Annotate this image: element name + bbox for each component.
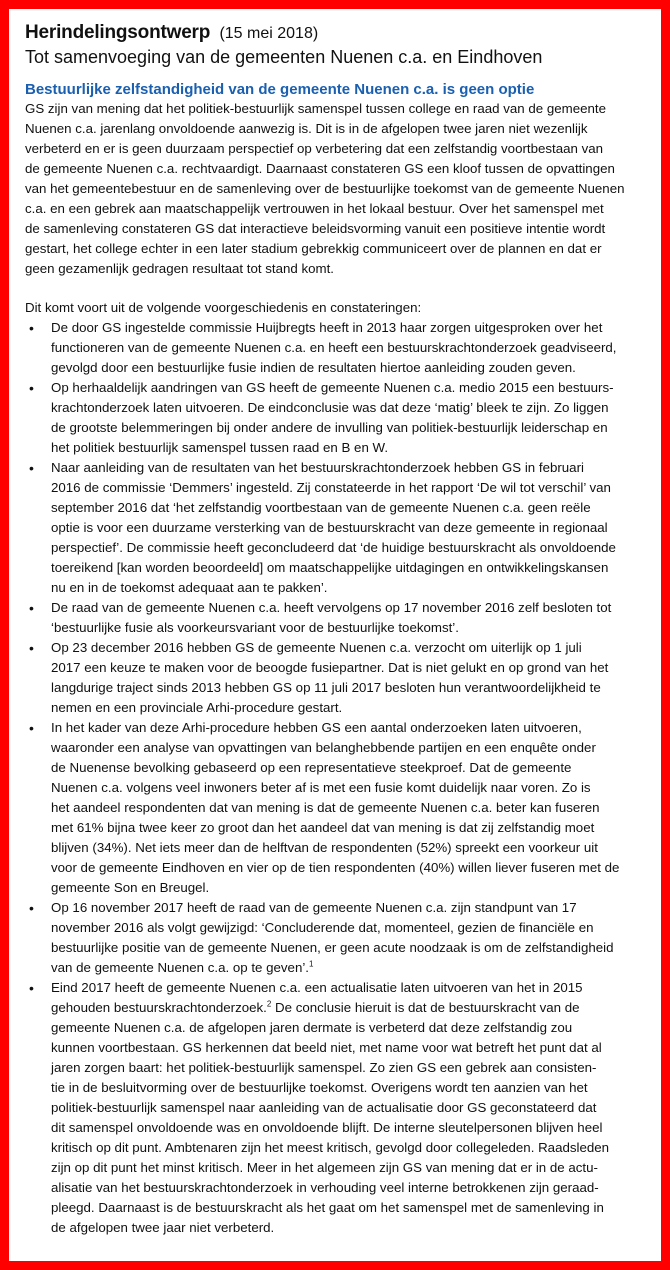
bullet-line: gemeente Son en Breugel. [51,880,210,895]
intro-line: van het gemeentebestuur en de samenleving over de bestuurlijke toekomst van de gemeente Nuenen [25,181,625,196]
bullet-line: gevolgd door een bestuurlijke fusie indien de resultaten hiertoe aanleiding zouden geven. [51,360,576,375]
bullet-line: zijn op dit punt het minst kritisch. Meer in het algemeen zijn GS van mening dat er in de actu- [51,1160,598,1175]
bullet-line: de grootste belemmeringen bij onder andere de invulling van politiek-bestuurlijk leiderschap en [51,420,608,435]
intro-line: verbeterd en er is geen duurzaam perspectief op verbetering dat een zelfstandig voortbestaan van [25,141,604,156]
bullet-icon: • [29,980,34,996]
document-subtitle: Tot samenvoeging van de gemeenten Nuenen c.a. en Eindhoven [25,47,543,67]
bullet-line: krachtonderzoek laten uitvoeren. De eindconclusie was dat deze ‘matig’ bleek te zijn. Zo liggen [51,400,609,415]
bullet-line: het aandeel respondenten dat van mening is dat de gemeente Nuenen c.a. beter kan fuseren [51,800,600,815]
bullet-icon: • [29,640,34,656]
bullet-item [25,318,645,378]
bullet-line: dit samenspel onvoldoende was en onvoldoende blijft. De interne sleutelpersonen blijven heel [51,1120,603,1135]
bullet-line: gehouden bestuurskrachtonderzoek.$^2$ De conclusie hieruit is dat de bestuurskracht van de [51,999,580,1015]
bullet-line: jaren zorgen baart: het politiek-bestuurlijk samenspel. Zo zien GS een gebrek aan consisten- [51,1060,597,1075]
footnote-marker: 2 [266,999,272,1009]
intro-line: geen gezamenlijk gedragen resultaat tot stand komt. [25,261,334,276]
bullet-line: september 2016 dat ‘het zelfstandig voortbestaan van de gemeente Nuenen c.a. geen reële [51,500,591,515]
bullet-line: kritisch op dit punt. Ambtenaren zijn het meest kritisch, gevolgd door collegeleden. Raadsleden [51,1140,610,1155]
bullet-line: Eind 2017 heeft de gemeente Nuenen c.a. een actualisatie laten uitvoeren van het in 2015 [51,980,583,995]
bullet-item [25,378,645,458]
bullet-line: van de gemeente Nuenen c.a. op te geven’.$^1$ [51,959,314,975]
section-title: Bestuurlijke zelfstandigheid van de gemeente Nuenen c.a. is geen optie [25,81,535,98]
bullet-icon: • [29,380,34,396]
intro-line: de samenleving constateren GS dat interactieve beleidsvorming vanuit een positieve intentie wordt [25,221,606,236]
bullet-line: In het kader van deze Arhi-procedure hebben GS een aantal onderzoeken laten uitvoeren, [51,720,582,735]
bullet-line: 2016 de commissie ‘Demmers’ ingesteld. Zij constateerde in het rapport ‘De wil tot verschil’ van [51,480,611,495]
bullet-line: tie in de besluitvorming over de bestuurlijke toekomst. Overigens wordt ten aanzien van het [51,1080,588,1095]
bullet-line: Naar aanleiding van de resultaten van het bestuurskrachtonderzoek hebben GS in februari [51,460,584,475]
document-header [25,21,645,45]
bullet-line: functioneren van de gemeente Nuenen c.a. en heeft een bestuurskrachtonderzoek geadviseerd, [51,340,617,355]
bullet-icon: • [29,460,34,476]
lead-in-text: Dit komt voort uit de volgende voorgeschiedenis en constateringen: [25,300,422,315]
bullet-line: nu en in de toekomst adequaat aan te pakken’. [51,580,328,595]
intro-line: gestart, het college echter in een later stadium gebrekkig communiceert over de plannen en dat er [25,241,602,256]
bullet-icon: • [29,320,34,336]
intro-line: de gemeente Nuenen c.a. rechtvaardigt. Daarnaast constateren GS een kloof tussen de opvattingen [25,161,615,176]
bullet-line: De door GS ingestelde commissie Huijbregts heeft in 2013 haar zorgen uitgesproken over het [51,320,603,335]
bullet-line: Op 23 december 2016 hebben GS de gemeente Nuenen c.a. verzocht om uiterlijk op 1 juli [51,640,582,655]
bullet-line: 2017 een keuze te maken voor de beoogde fusiepartner. Dat is niet gelukt en op grond van het [51,660,609,675]
document-title: Herindelingsontwerp [25,22,211,43]
bullet-icon: • [29,600,34,616]
intro-line: Nuenen c.a. jarenlang onvoldoende aanwezig is. Dit is in de afgelopen twee jaren niet wezenlijk [25,121,588,136]
bullet-line: Nuenen c.a. volgens veel inwoners beter af is met een fusie komt duidelijk naar voren. Zo is [51,780,591,795]
bullet-line: optie is voor een duurzame versterking van de bestuurskracht van deze gemeente in regionaal [51,520,608,535]
bullet-item [25,458,645,598]
bullet-list [25,318,645,1238]
bullet-line: blijven (34%). Net iets meer dan de helftvan de respondenten (52%) spreekt een voorkeur uit [51,840,598,855]
bullet-line: Op 16 november 2017 heeft de raad van de gemeente Nuenen c.a. zijn standpunt van 17 [51,900,577,915]
bullet-line: De raad van de gemeente Nuenen c.a. heeft vervolgens op 17 november 2016 zelf besloten tot [51,600,612,615]
bullet-line: de Nuenense bevolking gebaseerd op een representatieve steekproef. Dat de gemeente [51,760,572,775]
bullet-line: perspectief’. De commissie heeft geconcludeerd dat ‘de huidige bestuurskracht als onvoldoende [51,540,616,555]
bullet-line: kunnen voortbestaan. GS herkennen dat beeld niet, met name voor wat betreft het punt dat al [51,1040,602,1055]
bullet-line: met 61% bijna twee keer zo groot dan het aandeel dat van mening is dat zij zelfstandig moet [51,820,595,835]
intro-paragraph [25,99,645,279]
intro-line: GS zijn van mening dat het politiek-bestuurlijk samenspel tussen college en raad van de gemeente [25,101,606,116]
bullet-item [25,978,645,1238]
document-date: (15 mei 2018) [219,25,319,42]
bullet-line: voor de gemeente Eindhoven en vier op de tien respondenten (40%) willen liever fuseren met de [51,860,620,875]
footnote-marker: 1 [309,959,314,969]
bullet-item [25,718,645,898]
bullet-icon: • [29,720,34,736]
bullet-line: de afgelopen twee jaar niet verbeterd. [51,1220,275,1235]
bullet-line: ‘bestuurlijke fusie als voorkeursvariant voor de bestuurlijke toekomst’. [51,620,459,635]
bullet-line: langdurige traject sinds 2013 hebben GS op 11 juli 2017 besloten hun verantwoordelijkheid te [51,680,601,695]
bullet-item [25,898,645,978]
bullet-line: pleegd. Daarnaast is de bestuurskracht als het gaat om het samenspel met de samenleving in [51,1200,604,1215]
document-body [25,21,645,1251]
bullet-line: november 2016 als volgt gewijzigd: ‘Concluderende dat, momenteel, gezien de financiële en [51,920,594,935]
bullet-line: politiek-bestuurlijk samenspel naar aanleiding van de actualisatie door GS geconstateerd dat [51,1100,597,1115]
bullet-icon: • [29,900,34,916]
intro-line: c.a. en een gebrek aan maatschappelijk vertrouwen in het lokaal bestuur. Over het samenspel met [25,201,604,216]
bullet-line: het politiek bestuurlijk samenspel tussen raad en B en W. [51,440,389,455]
bullet-line: toereikend [kan worden beoordeeld] om maatschappelijke uitdagingen en ontwikkelingskansen [51,560,609,575]
bullet-item [25,598,645,638]
bullet-line: gemeente Nuenen c.a. de afgelopen jaren dermate is verbeterd dat deze zelfstandig zou [51,1020,573,1035]
bullet-line: nemen en een provinciale Arhi-procedure gestart. [51,700,343,715]
bullet-line: bestuurlijke positie van de gemeente Nuenen, er geen acute noodzaak is om de zelfstandigheid [51,940,614,955]
bullet-line: waaronder een analyse van opvattingen van belanghebbende partijen en een enquête onder [51,740,596,755]
bullet-line: Op herhaaldelijk aandringen van GS heeft de gemeente Nuenen c.a. medio 2015 een bestuurs- [51,380,614,395]
bullet-line: alisatie van het bestuurskrachtonderzoek in verhouding veel interne betrokkenen zijn geraad- [51,1180,599,1195]
bullet-item [25,638,645,718]
